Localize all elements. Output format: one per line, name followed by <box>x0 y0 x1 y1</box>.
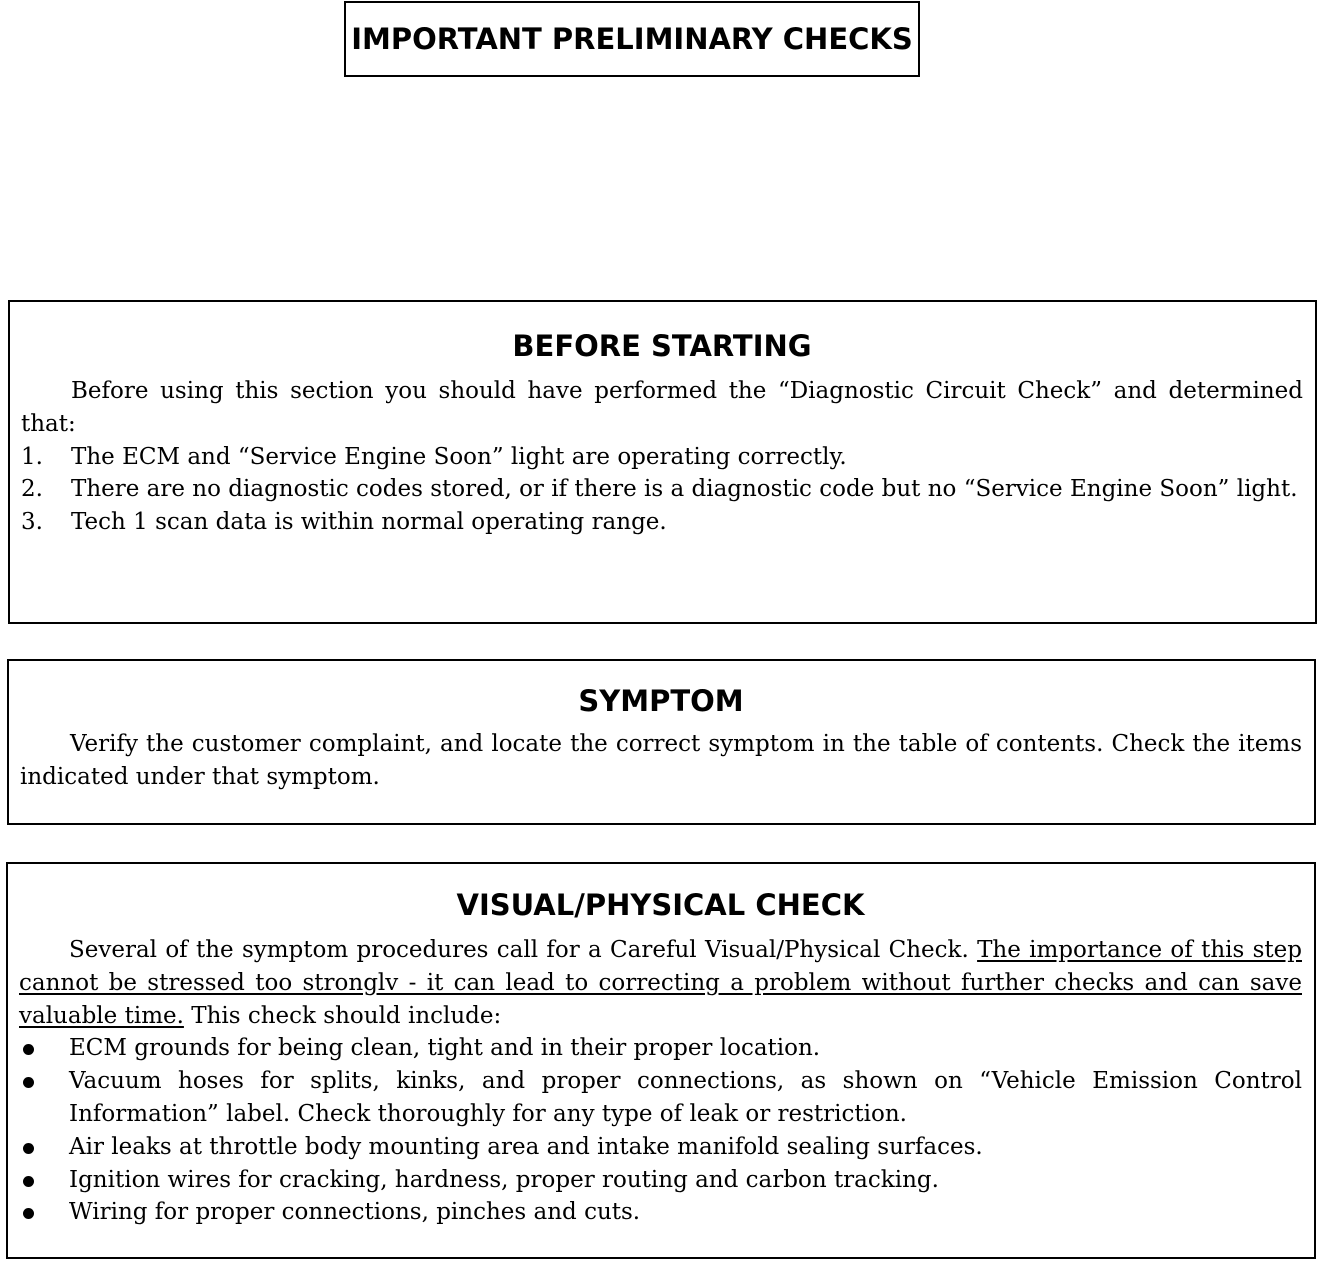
list-item <box>21 441 1303 474</box>
bullet-icon <box>23 1176 34 1187</box>
bullet-icon <box>23 1208 34 1219</box>
list-item-text: Wiring for proper connections, pinches and cuts. <box>69 1199 641 1226</box>
list-item-text: Vacuum hoses for splits, kinks, and proper connections, as shown on “Vehicle Emission Control Information” label. Check thoroughly for any type of leak or restriction. <box>69 1068 1302 1127</box>
before-starting-heading: BEFORE STARTING <box>512 329 812 363</box>
list-item-text: ECM grounds for being clean, tight and in their proper location. <box>69 1035 821 1062</box>
visual-check-intro-end: This check should include: <box>183 1002 502 1029</box>
list-item <box>19 1065 1302 1131</box>
title-box <box>344 1 920 77</box>
visual-check-intro-start: Several of the symptom procedures call for a Careful Visual/Physical Check. <box>69 937 978 963</box>
list-item <box>19 1131 1302 1164</box>
before-starting-section <box>8 300 1317 624</box>
symptom-heading: SYMPTOM <box>578 684 744 718</box>
list-item <box>19 1164 1302 1197</box>
list-item <box>19 1196 1302 1229</box>
list-item-number: 1. <box>21 443 43 470</box>
visual-check-section <box>6 862 1316 1259</box>
list-item-text: Ignition wires for cracking, hardness, proper routing and carbon tracking. <box>69 1166 939 1193</box>
bullet-icon <box>23 1044 34 1055</box>
visual-check-list <box>19 1032 1302 1229</box>
list-item <box>21 473 1303 506</box>
list-item <box>21 506 1303 539</box>
symptom-section <box>7 659 1316 825</box>
list-item-number: 3. <box>21 509 43 536</box>
list-item-number: 2. <box>21 476 43 503</box>
list-item-text: Tech 1 scan data is within normal operating range. <box>71 509 667 536</box>
visual-check-intro <box>19 934 1302 1032</box>
visual-check-intro-emphasis: The importance of this step cannot be stressed too stronglv - it can lead to correcting a problem without further checks and can save valuable time. <box>19 937 1302 1029</box>
before-starting-intro: Before using this section you should have performed the “Diagnostic Circuit Check” and determined that: <box>21 378 1303 437</box>
page-title: IMPORTANT PRELIMINARY CHECKS <box>351 22 913 56</box>
bullet-icon <box>23 1143 34 1154</box>
list-item-text: There are no diagnostic codes stored, or if there is a diagnostic code but no “Service Engine Soon” light. <box>71 476 1298 503</box>
list-item-text: Air leaks at throttle body mounting area and intake manifold sealing surfaces. <box>69 1133 983 1160</box>
list-item <box>19 1032 1302 1065</box>
symptom-text: Verify the customer complaint, and locate the correct symptom in the table of contents. Check the items indicated under that symptom. <box>20 731 1302 790</box>
before-starting-list <box>21 441 1303 539</box>
visual-check-heading: VISUAL/PHYSICAL CHECK <box>456 888 865 922</box>
list-item-text: The ECM and “Service Engine Soon” light are operating correctly. <box>71 443 847 470</box>
bullet-icon <box>23 1077 34 1088</box>
